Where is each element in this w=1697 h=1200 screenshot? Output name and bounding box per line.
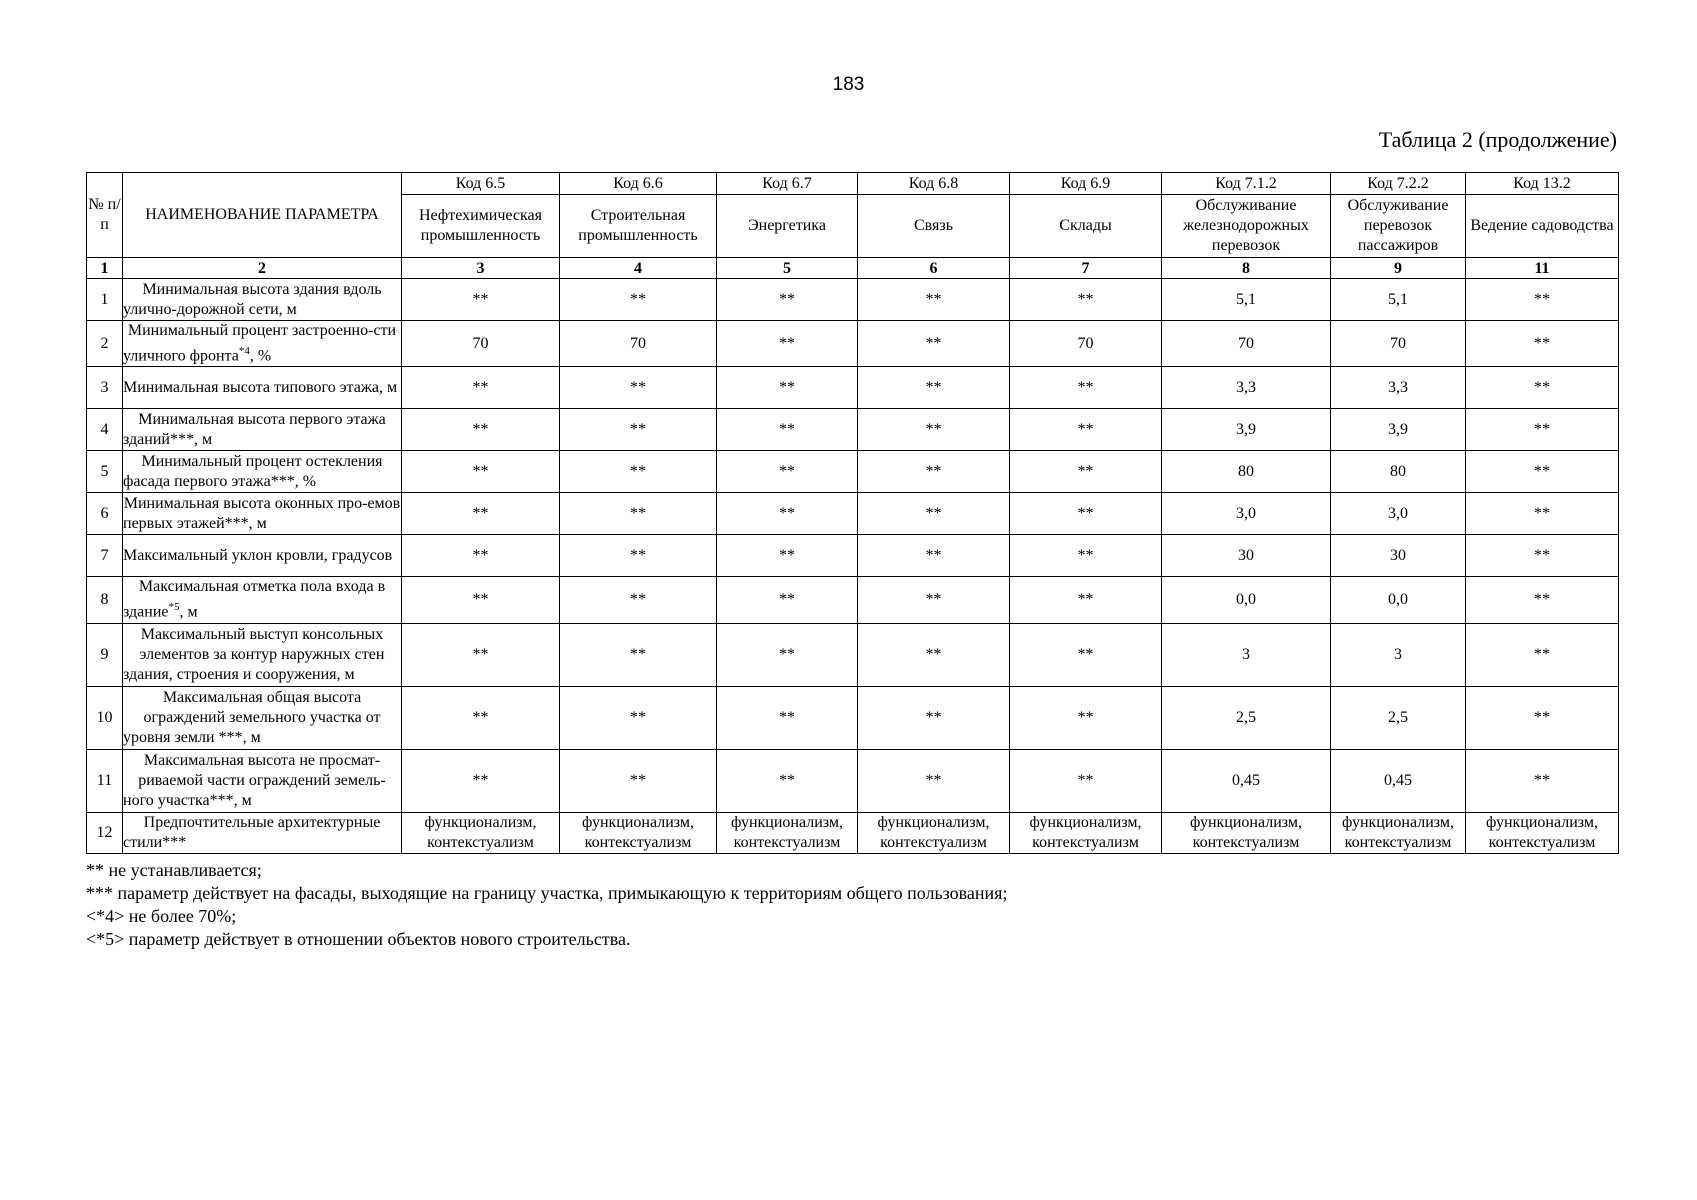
value-cell: 80 bbox=[1162, 451, 1331, 493]
value-cell: функционализм, контекстуализм bbox=[858, 812, 1010, 853]
column-code: Код 7.2.2 bbox=[1331, 173, 1466, 195]
value-cell: функционализм, контекстуализм bbox=[1010, 812, 1162, 853]
column-code: Код 6.7 bbox=[717, 173, 858, 195]
value-cell: ** bbox=[858, 409, 1010, 451]
row-number: 11 bbox=[87, 749, 123, 812]
value-cell: ** bbox=[1466, 451, 1619, 493]
value-cell: ** bbox=[1010, 749, 1162, 812]
parameter-name bbox=[123, 812, 402, 853]
value-cell: ** bbox=[1466, 367, 1619, 409]
value-cell: ** bbox=[1466, 623, 1619, 686]
value-cell: 70 bbox=[1162, 321, 1331, 367]
value-cell: ** bbox=[1466, 535, 1619, 577]
value-cell: ** bbox=[858, 577, 1010, 623]
row-number: 3 bbox=[87, 367, 123, 409]
value-cell: ** bbox=[717, 749, 858, 812]
column-index: 6 bbox=[858, 258, 1010, 279]
footnote-ref: *4 bbox=[238, 345, 250, 357]
value-cell: 3,0 bbox=[1162, 493, 1331, 535]
parameter-name bbox=[123, 749, 402, 812]
value-cell: ** bbox=[717, 451, 858, 493]
code-header-row bbox=[87, 173, 1619, 195]
value-cell: ** bbox=[1010, 535, 1162, 577]
value-cell: 3 bbox=[1162, 623, 1331, 686]
table-row bbox=[87, 535, 1619, 577]
value-cell: 5,1 bbox=[1331, 279, 1466, 321]
parameter-name-text: Максимальная общая высота ограждений земельного участка от уровня земли ***, м bbox=[123, 688, 381, 746]
footnotes bbox=[86, 859, 1007, 951]
value-cell: ** bbox=[858, 367, 1010, 409]
column-code: Код 6.5 bbox=[402, 173, 560, 195]
value-cell: ** bbox=[402, 686, 560, 749]
parameter-name bbox=[123, 409, 402, 451]
header-number: № п/п bbox=[87, 173, 123, 258]
value-cell: ** bbox=[560, 279, 717, 321]
column-code: Код 7.1.2 bbox=[1162, 173, 1331, 195]
value-cell: 70 bbox=[560, 321, 717, 367]
table-row bbox=[87, 686, 1619, 749]
value-cell: ** bbox=[560, 749, 717, 812]
value-cell: ** bbox=[1010, 409, 1162, 451]
parameter-unit: , м bbox=[179, 603, 198, 621]
value-cell: 2,5 bbox=[1162, 686, 1331, 749]
parameter-name bbox=[123, 577, 402, 623]
value-cell: ** bbox=[1466, 577, 1619, 623]
value-cell: 3 bbox=[1331, 623, 1466, 686]
parameter-name bbox=[123, 279, 402, 321]
parameter-name-text: Минимальная высота оконных про-емов первых этажей***, м bbox=[123, 494, 401, 532]
column-index: 11 bbox=[1466, 258, 1619, 279]
value-cell: функционализм, контекстуализм bbox=[717, 812, 858, 853]
value-cell: ** bbox=[1010, 686, 1162, 749]
value-cell: ** bbox=[560, 493, 717, 535]
value-cell: 0,45 bbox=[1331, 749, 1466, 812]
value-cell: ** bbox=[402, 577, 560, 623]
column-index: 3 bbox=[402, 258, 560, 279]
value-cell: ** bbox=[858, 535, 1010, 577]
value-cell: ** bbox=[402, 409, 560, 451]
value-cell: ** bbox=[402, 279, 560, 321]
column-index: 9 bbox=[1331, 258, 1466, 279]
value-cell: ** bbox=[858, 279, 1010, 321]
row-number: 1 bbox=[87, 279, 123, 321]
value-cell: ** bbox=[1466, 409, 1619, 451]
value-cell: ** bbox=[858, 749, 1010, 812]
value-cell: ** bbox=[402, 623, 560, 686]
footnote: *** параметр действует на фасады, выходящие на границу участка, примыкающую к территориям общего пользования; bbox=[86, 883, 1008, 903]
column-index: 8 bbox=[1162, 258, 1331, 279]
value-cell: 30 bbox=[1331, 535, 1466, 577]
parameter-name-text: Минимальный процент застроенно-сти уличного фронта bbox=[123, 322, 397, 365]
value-cell: ** bbox=[717, 577, 858, 623]
value-cell: ** bbox=[1010, 577, 1162, 623]
value-cell: ** bbox=[1466, 321, 1619, 367]
row-number: 9 bbox=[87, 623, 123, 686]
value-cell: ** bbox=[717, 321, 858, 367]
value-cell: ** bbox=[858, 623, 1010, 686]
value-cell: ** bbox=[858, 686, 1010, 749]
value-cell: ** bbox=[1010, 493, 1162, 535]
parameter-name bbox=[123, 451, 402, 493]
parameter-name bbox=[123, 535, 402, 577]
column-activity: Нефтехимическая промышленность bbox=[402, 195, 560, 258]
parameter-unit: , % bbox=[249, 347, 272, 365]
row-number: 10 bbox=[87, 686, 123, 749]
parameters-table bbox=[86, 172, 1619, 854]
value-cell: ** bbox=[402, 367, 560, 409]
value-cell: 3,9 bbox=[1331, 409, 1466, 451]
value-cell: 3,0 bbox=[1331, 493, 1466, 535]
column-activity: Связь bbox=[858, 195, 1010, 258]
column-activity: Обслуживание перевозок пассажиров bbox=[1331, 195, 1466, 258]
value-cell: 30 bbox=[1162, 535, 1331, 577]
row-number: 8 bbox=[87, 577, 123, 623]
value-cell: 5,1 bbox=[1162, 279, 1331, 321]
value-cell: ** bbox=[717, 367, 858, 409]
page-number: 183 bbox=[832, 74, 865, 95]
parameter-name-text: Максимальный выступ консольных элементов за контур наружных стен здания, строения и сооружения, м bbox=[123, 625, 385, 683]
column-code: Код 6.8 bbox=[858, 173, 1010, 195]
value-cell: ** bbox=[560, 451, 717, 493]
parameter-name-text: Максимальная высота не просмат-риваемой части ограждений земель-ного участка***, м bbox=[123, 751, 386, 809]
value-cell: ** bbox=[1466, 749, 1619, 812]
value-cell: ** bbox=[560, 535, 717, 577]
value-cell: ** bbox=[560, 623, 717, 686]
value-cell: ** bbox=[1466, 686, 1619, 749]
table-caption: Таблица 2 (продолжение) bbox=[1378, 127, 1617, 152]
parameter-name-text: Минимальная высота здания вдоль улично-дорожной сети, м bbox=[123, 280, 382, 318]
table-row bbox=[87, 451, 1619, 493]
column-activity: Энергетика bbox=[717, 195, 858, 258]
value-cell: ** bbox=[1010, 451, 1162, 493]
column-index: 5 bbox=[717, 258, 858, 279]
value-cell: функционализм, контекстуализм bbox=[1466, 812, 1619, 853]
table-row bbox=[87, 623, 1619, 686]
row-number: 6 bbox=[87, 493, 123, 535]
table-row bbox=[87, 367, 1619, 409]
row-number: 4 bbox=[87, 409, 123, 451]
column-activity: Обслуживание железнодорожных перевозок bbox=[1162, 195, 1331, 258]
footnote: <*5> параметр действует в отношении объектов нового строительства. bbox=[86, 929, 631, 949]
table-row bbox=[87, 749, 1619, 812]
value-cell: ** bbox=[560, 577, 717, 623]
footnote-ref: *5 bbox=[168, 601, 180, 614]
table-row bbox=[87, 577, 1619, 623]
value-cell: ** bbox=[1010, 367, 1162, 409]
value-cell: ** bbox=[402, 749, 560, 812]
parameter-name-text: Предпочтительные архитектурные стили*** bbox=[123, 813, 381, 851]
value-cell: ** bbox=[402, 493, 560, 535]
header-parameter-name: НАИМЕНОВАНИЕ ПАРАМЕТРА bbox=[123, 173, 402, 258]
parameter-name-text: Максимальный уклон кровли, градусов bbox=[123, 546, 393, 564]
value-cell: функционализм, контекстуализм bbox=[560, 812, 717, 853]
column-activity: Строительная промышленность bbox=[560, 195, 717, 258]
row-number: 7 bbox=[87, 535, 123, 577]
parameter-name-text: Минимальный процент остекления фасада первого этажа***, % bbox=[123, 452, 383, 490]
value-cell: ** bbox=[1010, 279, 1162, 321]
value-cell: ** bbox=[717, 279, 858, 321]
table-row bbox=[87, 812, 1619, 853]
table-row bbox=[87, 279, 1619, 321]
parameter-name bbox=[123, 686, 402, 749]
table-row bbox=[87, 493, 1619, 535]
value-cell: 3,3 bbox=[1162, 367, 1331, 409]
value-cell: ** bbox=[858, 451, 1010, 493]
parameter-name bbox=[123, 623, 402, 686]
value-cell: ** bbox=[1466, 279, 1619, 321]
value-cell: ** bbox=[858, 321, 1010, 367]
value-cell: ** bbox=[1010, 623, 1162, 686]
value-cell: 2,5 bbox=[1331, 686, 1466, 749]
footnote: <*4> не более 70%; bbox=[86, 906, 237, 926]
value-cell: функционализм, контекстуализм bbox=[1162, 812, 1331, 853]
parameter-name-text: Минимальная высота типового этажа, м bbox=[123, 378, 398, 396]
value-cell: функционализм, контекстуализм bbox=[1331, 812, 1466, 853]
column-index: 1 bbox=[87, 258, 123, 279]
value-cell: ** bbox=[1466, 493, 1619, 535]
row-number: 12 bbox=[87, 812, 123, 853]
footnote: ** не устанавливается; bbox=[86, 860, 262, 880]
value-cell: ** bbox=[560, 367, 717, 409]
column-index: 7 bbox=[1010, 258, 1162, 279]
value-cell: 70 bbox=[402, 321, 560, 367]
table-row bbox=[87, 321, 1619, 367]
value-cell: ** bbox=[402, 535, 560, 577]
value-cell: 70 bbox=[1010, 321, 1162, 367]
value-cell: 3,9 bbox=[1162, 409, 1331, 451]
row-number: 5 bbox=[87, 451, 123, 493]
value-cell: 70 bbox=[1331, 321, 1466, 367]
value-cell: ** bbox=[717, 409, 858, 451]
value-cell: ** bbox=[560, 409, 717, 451]
value-cell: 3,3 bbox=[1331, 367, 1466, 409]
value-cell: ** bbox=[717, 686, 858, 749]
value-cell: ** bbox=[858, 493, 1010, 535]
parameter-name-text: Максимальная отметка пола входа в здание bbox=[123, 578, 386, 621]
parameter-name-text: Минимальная высота первого этажа зданий***, м bbox=[123, 410, 386, 448]
row-number: 2 bbox=[87, 321, 123, 367]
parameter-name bbox=[123, 321, 402, 367]
column-code: Код 6.6 bbox=[560, 173, 717, 195]
column-index: 4 bbox=[560, 258, 717, 279]
value-cell: 80 bbox=[1331, 451, 1466, 493]
value-cell: 0,0 bbox=[1162, 577, 1331, 623]
value-cell: функционализм, контекстуализм bbox=[402, 812, 560, 853]
value-cell: ** bbox=[402, 451, 560, 493]
column-code: Код 13.2 bbox=[1466, 173, 1619, 195]
value-cell: ** bbox=[560, 686, 717, 749]
value-cell: 0,45 bbox=[1162, 749, 1331, 812]
value-cell: ** bbox=[717, 623, 858, 686]
column-activity: Ведение садоводства bbox=[1466, 195, 1619, 258]
column-activity: Склады bbox=[1010, 195, 1162, 258]
column-code: Код 6.9 bbox=[1010, 173, 1162, 195]
parameter-name bbox=[123, 493, 402, 535]
value-cell: 0,0 bbox=[1331, 577, 1466, 623]
column-index: 2 bbox=[123, 258, 402, 279]
parameter-name bbox=[123, 367, 402, 409]
value-cell: ** bbox=[717, 493, 858, 535]
value-cell: ** bbox=[717, 535, 858, 577]
column-index-row bbox=[87, 258, 1619, 279]
table-row bbox=[87, 409, 1619, 451]
